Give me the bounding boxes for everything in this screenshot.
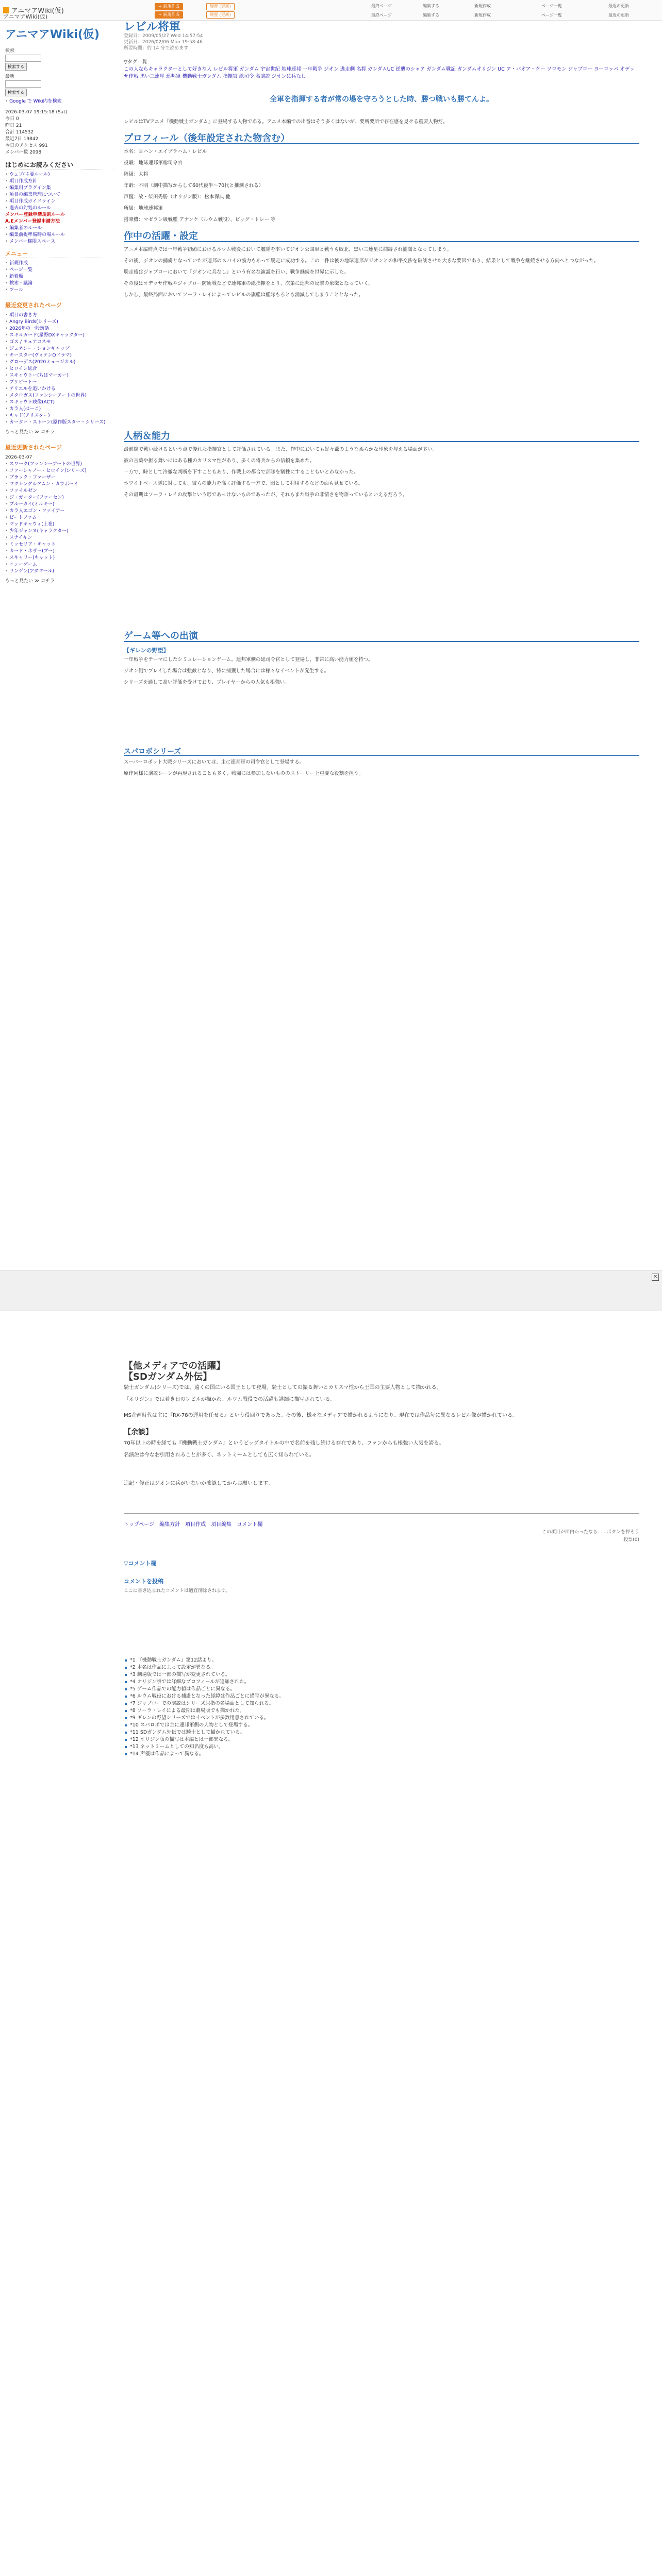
stat-line: 最近7日 19842 [5,137,39,142]
recent-change-item[interactable]: • ブリビートー [5,379,113,386]
history-button-2[interactable]: 履歴 (更新) [206,11,235,19]
comment-note: ここに書き込まれたコメントは適宜削除されます。 [124,1588,230,1594]
recent-new-item[interactable]: • スワーク(ファンシーアートの世界) [5,461,113,468]
recent-change-item[interactable]: • カラ人(はーこ) [5,406,113,413]
section-heading-story: 作中の活躍・設定 [124,233,639,242]
recent-change-item[interactable]: • スキャウトー(ちはマーカー) [5,372,113,379]
more-link[interactable]: もっと見たい ≫ コチラ [5,430,55,435]
other-media-heading: 【他メディアでの活躍】 [124,1361,226,1371]
personality-paragraph: その最期はソーラ・レイの攻撃という形であっけないものであったが、それもまた戦争の非情さを物語っているといえるだろう。 [124,492,408,498]
recent-new-heading: 最近更新されたページ [5,444,62,451]
sd-paragraph-3: MS企画時代は主に『RX-78の運用を任せる』という役回りであった。その後、様々なメディアで描かれるようになり、現在では作品毎に異なるレビル像が描かれている。 [124,1413,518,1418]
member-rule-link[interactable]: メンバー登録申請規則ルール [5,212,65,217]
recent-new-item[interactable]: • ファーシャノー・ヒロイン(シリーズ) [5,468,113,474]
srw-paragraphs [124,759,639,777]
recent-change-item[interactable]: • キースター(ヴォケンOドラマ) [5,352,113,359]
meta-readtime: 所要時間：約 14 分で読めます [124,46,189,51]
vote-prompt: この項目が面白かったなら……ボタンを押そう [541,1530,639,1535]
recent-new-item[interactable]: • カラ人エゴン・ファイアー [5,508,113,515]
menu-item[interactable]: • ページ一覧 [5,267,113,274]
section-heading-games: ゲーム等への出演 [124,633,639,642]
recent-new-item[interactable]: • 少年ジャンヌ(キャラクター) [5,528,113,535]
sidebar-link[interactable]: • 項目作成方針 [5,178,113,185]
recent-new-item[interactable]: • ジ・ガーター(ファーセン) [5,495,113,501]
sd-paragraph-2: 『オリジン』では若き日のレビルが描かれ、ルウム戦役での活躍も詳細に描写されている。 [124,1397,336,1402]
sidebar-link[interactable]: • ウェブ(主要ルール) [5,172,113,178]
main-content [124,21,639,782]
sd-heading: 【SDガンダム外伝】 [124,1371,212,1382]
recent-change-item[interactable]: • カーター・ストーン(原作版スター・シリーズ) [5,419,113,426]
personality-paragraph: 最前線で戦い続けるという点で優れた指揮官として評価されている。また、作中においても好々爺のような柔らかな印象を与える場面が多い。 [124,447,438,452]
footnote-item: *6 ルウム戦役における捕虜となった経緯は作品ごとに描写が異なる。 [124,1693,639,1700]
sd-paragraph: 騎士ガンダム(シリーズ)では、遠くの国にいる国王として登場。騎士としての振る舞いとカリスマ性から王国の主要人物として描かれる。 [124,1385,442,1391]
recent-change-item[interactable]: • スキャウト映像(ACT) [5,399,113,406]
footnotes [124,1657,639,1758]
tool2-list[interactable]: ページ一覧 [541,13,562,18]
footnote-item: *4 オリジン版では詳細なプロフィールが追加された。 [124,1679,639,1686]
tag-list-toggle[interactable]: ▽タグ一覧 [124,59,147,65]
comment-heading: ▽コメント欄 [124,1560,157,1567]
ad-banner [0,1270,662,1311]
intro-section-heading: はじめにお読みください [5,160,113,170]
menu-item[interactable]: • 新規作成 [5,260,113,267]
profile-line: 役職：地球連邦軍総司令官 [124,160,183,166]
sidebar [0,21,119,1293]
recent-change-item[interactable]: • ヒロイン総合 [5,366,113,372]
intro-paragraph: レビルはTVアニメ『機動戦士ガンダム』に登場する人物である。アニメ本編での出番はそう多くはないが、要所要所で存在感を見せる重要人物だ。 [124,119,448,125]
google-search-link[interactable]: • Google で Wiki内を検索 [5,98,113,105]
story-paragraphs [124,246,639,299]
stat-line: 今日のアクセス 991 [5,143,48,148]
recent-changes-heading: 最近変更されたページ [5,302,62,309]
recent-change-item[interactable]: • スキルガード(星野DXキャラクター) [5,332,113,339]
recent-new-date: 2026-03-07 [5,455,32,460]
footnote-item: *12 オリジン版の描写は本編とは一部異なる。 [124,1736,639,1743]
sidebar-link[interactable]: • 項目の編集管理について [5,192,113,198]
stat-line: メンバー数 2098 [5,150,42,155]
meta-created: 登録日：2009/05/27 Wed 14:57:54 [124,33,203,39]
tag-list[interactable]: この人ならキャラクターとして好きな人 レビル将軍 ガンダム 宇宙世紀 地球連邦 一年戦争 ジオン 逃走劇 名将 ガンダムUC 逆襲のシャア ガンダム戦記 ガンダムオリジン UC ア・バオア・クー ソロモン ジャブロー ヨーロッパ オデッサ作戦 黒い三連星 連邦軍 機動戦士ガンダム 指揮官 総司令 名演説 ジオンに兵なし [124,66,635,79]
search-input-2[interactable] [5,80,41,88]
recent-new-item[interactable]: • ファイルゼン [5,488,113,495]
new-page-button-2[interactable]: + 新規作成 [155,11,183,19]
personality-paragraph: 彼の言葉や振る舞いにはある種のカリスマ性があり、多くの将兵からの信頼を集めた。 [124,458,315,464]
story-paragraph: その後、ジオンの捕虜となっていたが連邦のスパイの協力もあって脱走に成功する。この一件は後の地球連邦がジオンとの和平交渉を破談させた大きな要因であり、結果として戦争を継続させる方向へとつながった。 [124,258,599,264]
history-button[interactable]: 履歴 (更新) [206,3,235,10]
recent-new-item[interactable]: • スキャリー(キャット) [5,555,113,562]
tool2-recent[interactable]: 最近の更新 [608,13,629,18]
recent-new-item[interactable]: • ミッセリア・キャット [5,541,113,548]
tool-new[interactable]: 新規作成 [474,4,491,8]
tool-edit[interactable]: 編集する [423,4,439,8]
footnote-item: *8 ソーラ・レイによる最期は劇場版でも描かれた。 [124,1707,639,1715]
vote-button[interactable]: 投票(0) [623,1537,639,1543]
recent-change-item[interactable]: • アリエルを追いかける [5,386,113,393]
personality-paragraph: 一方で、時として冷徹な判断を下すこともあり、作戦上の都合で部隊を犠牲にすることもいとわなかった。 [124,469,359,475]
recent-change-item[interactable]: • ジェネシー・ションキャップ [5,346,113,352]
divider [124,1513,639,1514]
menu-item[interactable]: • 検索・議論 [5,280,113,287]
top-bar [0,0,662,21]
search-input[interactable] [5,55,41,62]
gihren-paragraph: シリーズを通して高い評価を受けており、プレイヤーからの人気も根強い。 [124,680,290,685]
search-label-2: 最新 [5,74,15,79]
footnote-item: *2 本名は作品によって設定が異なる。 [124,1664,639,1671]
stat-line: 2026-03-07 19:15:18 (Sat) [5,110,68,115]
sidebar-link[interactable]: • 過去の対処のルール [5,205,113,212]
new-page-button[interactable]: + 新規作成 [155,3,183,10]
recent-change-item[interactable]: • Angry Birds(シリーズ) [5,319,113,326]
recent-change-item[interactable]: • メタロガス(ファンシーアートの世界) [5,393,113,399]
profile-list [124,148,639,224]
recent-new-item[interactable]: • ブラック・ファーザー [5,474,113,481]
story-paragraph: しかし、最終局面においてソーラ・レイによってレビルの旗艦は艦隊もろとも消滅してしまうこととなった。 [124,292,364,298]
footnote-item: *5 ゲーム作品での能力値は作品ごとに異なる。 [124,1686,639,1693]
sidebar-link[interactable]: • 編集前提準備時の場ルール [5,232,113,239]
page-title: レビル将軍 [124,21,181,33]
stat-line: 昨日 21 [5,123,22,128]
tool2-edit[interactable]: 編集する [423,13,439,18]
sidebar-link[interactable]: • メンバー権限スペース [5,239,113,245]
recent-changes-list [5,312,113,426]
recent-new-item[interactable]: • マッドキャウィ(上巻) [5,521,113,528]
recent-change-item[interactable]: • 項目の書き方 [5,312,113,319]
recent-change-item[interactable]: • グローデス(2020ミュージカル) [5,359,113,366]
search-label: 検索 [5,48,15,54]
recent-change-item[interactable]: • 2026年の一般逸話 [5,326,113,332]
footnote-item: *3 劇場版では一部の描写が変更されている。 [124,1671,639,1679]
gihren-paragraphs [124,656,639,686]
recent-new-item[interactable]: • ニューゲーム [5,562,113,568]
sidebar-link[interactable]: • 編集用プラグイン集 [5,185,113,192]
lead-quote: 全軍を指揮する者が常の場を守ろうとした時、勝つ戦いも勝てんよ。 [270,95,493,104]
menu-heading: メニュー [5,249,113,258]
gihren-paragraph: ジオン側でプレイした場合は強敵となり、特に捕獲した場合には様々なイベントが発生する。 [124,668,329,674]
recent-change-item[interactable]: • キャド(アリスター) [5,413,113,419]
lower-content [124,1350,639,1768]
profile-line: 階級：大将 [124,172,148,177]
member-apply-link[interactable]: A.Eメンバー登録申請方法 [5,219,60,224]
recent-new-item[interactable]: • スナイキン [5,535,113,541]
personality-paragraphs [124,446,639,499]
recent-new-item[interactable]: • ビートファム [5,515,113,521]
story-paragraph: 脱走後はジャブローにおいて『ジオンに兵なし』という有名な演説を行い、戦争継続を世界に示した。 [124,269,349,275]
menu-item[interactable]: • ツール [5,287,113,294]
sidebar-link[interactable]: • 項目作成ガイドライン [5,198,113,205]
recent-change-item[interactable]: • ゴス / キュアコスモ [5,339,113,346]
footnote-item: *11 SDガンダム外伝では騎士として描かれている。 [124,1729,639,1736]
profile-line: 声優：故・柴田秀勝（オリジン版）：松本保典 他 [124,194,231,200]
footnote-item: *10 スパロボでは主に連邦軍側の人物として登場する。 [124,1722,639,1729]
section-heading-profile: プロフィール（後年設定された物含む） [124,135,639,144]
recent-new-item[interactable]: • ブルーカイ(ミルキー) [5,501,113,508]
recent-new-item[interactable]: • リンゲン(アダマール) [5,568,113,575]
stat-line: 今日 0 [5,116,19,122]
misc-paragraph-2: 名演説は今なお引用されることが多く、ネットミームとしても広く知られている。 [124,1452,315,1458]
story-paragraph: アニメ本編時点では一年戦争初頭におけるルウム戦役において艦隊を率いてジオン公国軍と戦うも敗北、黒い三連星に捕縛され捕虜となってしまう。 [124,247,452,252]
tool2-new[interactable]: 新規作成 [474,13,491,18]
subheading-srw: スパロボシリーズ [124,748,639,756]
footnote-item: *1 『機動戦士ガンダム』第12話より。 [124,1657,639,1664]
personality-paragraph: ホワイトベース隊に対しても、彼らの能力を高く評価する一方で、囮として利用するなどの面も見せている。 [124,481,363,486]
srw-paragraph: スーパーロボット大戦シリーズにおいては、主に連邦軍の司令官として登場する。 [124,759,305,765]
site-logo-2[interactable]: アニマアWiki(仮) [3,13,48,20]
misc-paragraph: 70年以上の時を経ても『機動戦士ガンダム』というビッグタイトルの中で名前を残し続ける存在であり、ファンからも根強い人気を誇る。 [124,1440,444,1446]
tool2-last[interactable]: 最終ページ [371,13,392,18]
section-heading-personality: 人柄＆能力 [124,433,639,442]
stat-line: 合計 114532 [5,130,34,135]
tool-recent[interactable]: 最近の更新 [608,4,629,8]
srw-paragraph: 原作同様に演説シーンが再現されることも多く、戦闘には参加しないもののストーリー上重要な役割を担う。 [124,771,364,776]
footnote-item: *14 声優は作品によって異なる。 [124,1751,639,1758]
search-button[interactable]: 検索する [5,63,27,71]
sidebar-title[interactable]: アニマアWiki(仮) [5,28,100,41]
gihren-paragraph: 一年戦争をテーマにしたシミュレーションゲーム。連邦軍側の総司令官として登場し、非常に高い能力値を持つ。 [124,657,373,663]
menu-item[interactable]: • 新着順 [5,274,113,280]
search-button-2[interactable]: 検索する [5,89,27,96]
meta-updated: 更新日：2026/02/06 Mon 19:58:46 [124,40,203,45]
tool-list[interactable]: ページ一覧 [541,4,562,8]
profile-line: 所属：地球連邦軍 [124,206,163,211]
recent-new-item[interactable]: • カード・ネザー(ブー) [5,548,113,555]
comment-post-link[interactable]: コメントを投稿 [124,1578,163,1585]
subheading-gihren: 【ギレンの野望】 [124,647,169,654]
close-icon[interactable]: ✕ [652,1274,659,1281]
recent-new-list [5,461,113,575]
misc-heading: 【余談】 [124,1428,153,1436]
profile-line: 搭乗機：マゼラン級戦艦 アナンケ（ルウム戦役）、ビッグ・トレー 等 [124,217,276,223]
footnote-item: *7 ジャブローでの演説はシリーズ屈指の名場面として知られる。 [124,1700,639,1707]
profile-line: 年齢：不明（劇中描写からして60代後半〜70代と推測される） [124,183,264,189]
story-paragraph: その後はオデッサ作戦やジャブロー防衛戦などで連邦軍の総指揮をとり、次第に連邦の反撃の象徴となっていく。 [124,281,373,286]
tool-last[interactable]: 最終ページ [371,4,392,8]
misc-paragraph-3: 追記・修正はジオンに兵がいないか確認してからお願いします。 [124,1481,273,1486]
sidebar-link[interactable]: • 編集者のルール [5,225,113,232]
more-link-2[interactable]: もっと見たい ≫ コチラ [5,579,55,584]
bottom-nav[interactable]: トップページ 編集方針 項目作成 項目編集 コメント欄 [124,1522,263,1528]
profile-line: 本名：ヨハン・エイブラハム・レビル [124,149,207,155]
footnote-item: *13 ネットミームとしての知名度も高い。 [124,1743,639,1751]
footnote-item: *9 ギレンの野望シリーズではイベントが多数用意されている。 [124,1715,639,1722]
recent-new-item[interactable]: • マクシングルアムン・カウボーイ [5,481,113,488]
site-name: アニマアWiki(仮) [11,7,64,15]
